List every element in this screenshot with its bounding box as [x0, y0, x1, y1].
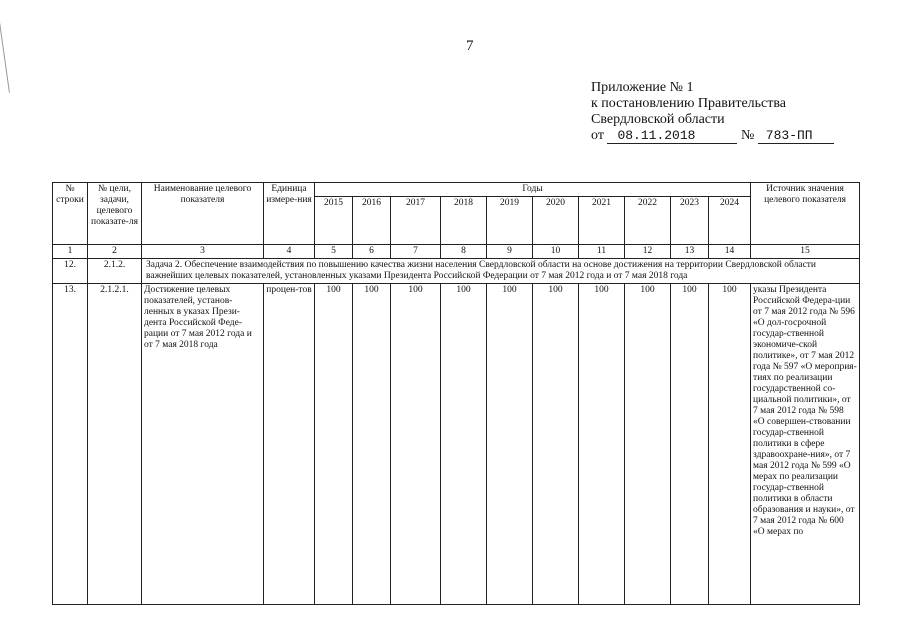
decree-number: 783-ПП: [758, 129, 834, 144]
indicator-value: 100: [533, 284, 579, 605]
header-unit: Единица измере-ния: [264, 183, 315, 245]
indicator-value: 100: [579, 284, 625, 605]
decree-date: 08.11.2018: [607, 129, 737, 144]
from-label: от: [591, 128, 604, 143]
indicator-value: 100: [315, 284, 353, 605]
column-number: 13: [671, 245, 709, 259]
header-row-no: № строки: [53, 183, 88, 245]
indicator-value: 100: [625, 284, 671, 605]
indicator-value: 100: [391, 284, 441, 605]
indicator-source: указы Президента Российской Федера-ции от 7 мая 2012 года № 596 «О дол-госрочной государ-ственной экономиче-ской политике», от 7 мая 2012 года № 597 «О мероприя-тиях по реализации государственной со-циальной политики», от 7 мая 2012 года № 598 «О совершен-ствовании государ-ственной политики в сфере здравоохране-ния», от 7 мая 2012 года № 599 «О мерах по реализации государ-ственной политики в области образования и науки», от 7 мая 2012 года № 600 «О мерах по: [751, 284, 860, 605]
header-year: 2018: [441, 197, 487, 245]
appendix-line3: Свердловской области: [591, 112, 725, 127]
header-year: 2023: [671, 197, 709, 245]
column-number: 4: [264, 245, 315, 259]
indicator-code: 2.1.2.1.: [88, 284, 142, 605]
header-year: 2024: [709, 197, 751, 245]
appendix-line1: Приложение № 1: [591, 80, 694, 95]
header-year: 2020: [533, 197, 579, 245]
column-number: 6: [353, 245, 391, 259]
indicator-value: 100: [441, 284, 487, 605]
header-source: Источник значения целевого показателя: [751, 183, 860, 245]
column-number: 2: [88, 245, 142, 259]
indicator-value: 100: [671, 284, 709, 605]
column-number: 5: [315, 245, 353, 259]
number-label: №: [740, 128, 755, 143]
page-number: 7: [466, 38, 474, 54]
column-number: 15: [751, 245, 860, 259]
indicator-value: 100: [709, 284, 751, 605]
column-number: 1: [53, 245, 88, 259]
appendix-date-line: [591, 128, 834, 144]
indicator-value: 100: [353, 284, 391, 605]
indicator-row-no: 13.: [53, 284, 88, 605]
column-number: 9: [487, 245, 533, 259]
header-row-1: [53, 183, 860, 197]
header-name: Наименование целевого показателя: [142, 183, 264, 245]
column-number: 3: [142, 245, 264, 259]
column-number: 10: [533, 245, 579, 259]
header-year: 2022: [625, 197, 671, 245]
column-number: 7: [391, 245, 441, 259]
header-year: 2015: [315, 197, 353, 245]
indicator-name: Достижение целевых показателей, установ-ленных в указах Прези-дента Российской Феде-рации от 7 мая 2012 года и от 7 мая 2018 года: [142, 284, 264, 605]
header-year: 2019: [487, 197, 533, 245]
column-number: 14: [709, 245, 751, 259]
indicator-row: [53, 284, 860, 605]
header-years-group: Годы: [315, 183, 751, 197]
column-number: 11: [579, 245, 625, 259]
header-goal-no: № цели, задачи, целевого показате-ля: [88, 183, 142, 245]
header-year: 2017: [391, 197, 441, 245]
indicator-value: 100: [487, 284, 533, 605]
column-number: 8: [441, 245, 487, 259]
scan-edge-mark: [0, 21, 22, 92]
task-text: Задача 2. Обеспечение взаимодействия по повышению качества жизни населения Свердловской области на основе достижения на территории Свердловской области важнейших целевых показателей, установленных указами Президента Российской Федерации от 7 мая 2012 года и от 7 мая 2018 года: [142, 259, 860, 284]
appendix-block: [591, 80, 834, 144]
header-year: 2021: [579, 197, 625, 245]
task-row: [53, 259, 860, 284]
task-row-no: 12.: [53, 259, 88, 284]
column-numbers-row: [53, 245, 860, 259]
appendix-line2: к постановлению Правительства: [591, 96, 787, 111]
column-number: 12: [625, 245, 671, 259]
indicators-table: [52, 182, 860, 605]
header-year: 2016: [353, 197, 391, 245]
task-code: 2.1.2.: [88, 259, 142, 284]
indicator-unit: процен-тов: [264, 284, 315, 605]
